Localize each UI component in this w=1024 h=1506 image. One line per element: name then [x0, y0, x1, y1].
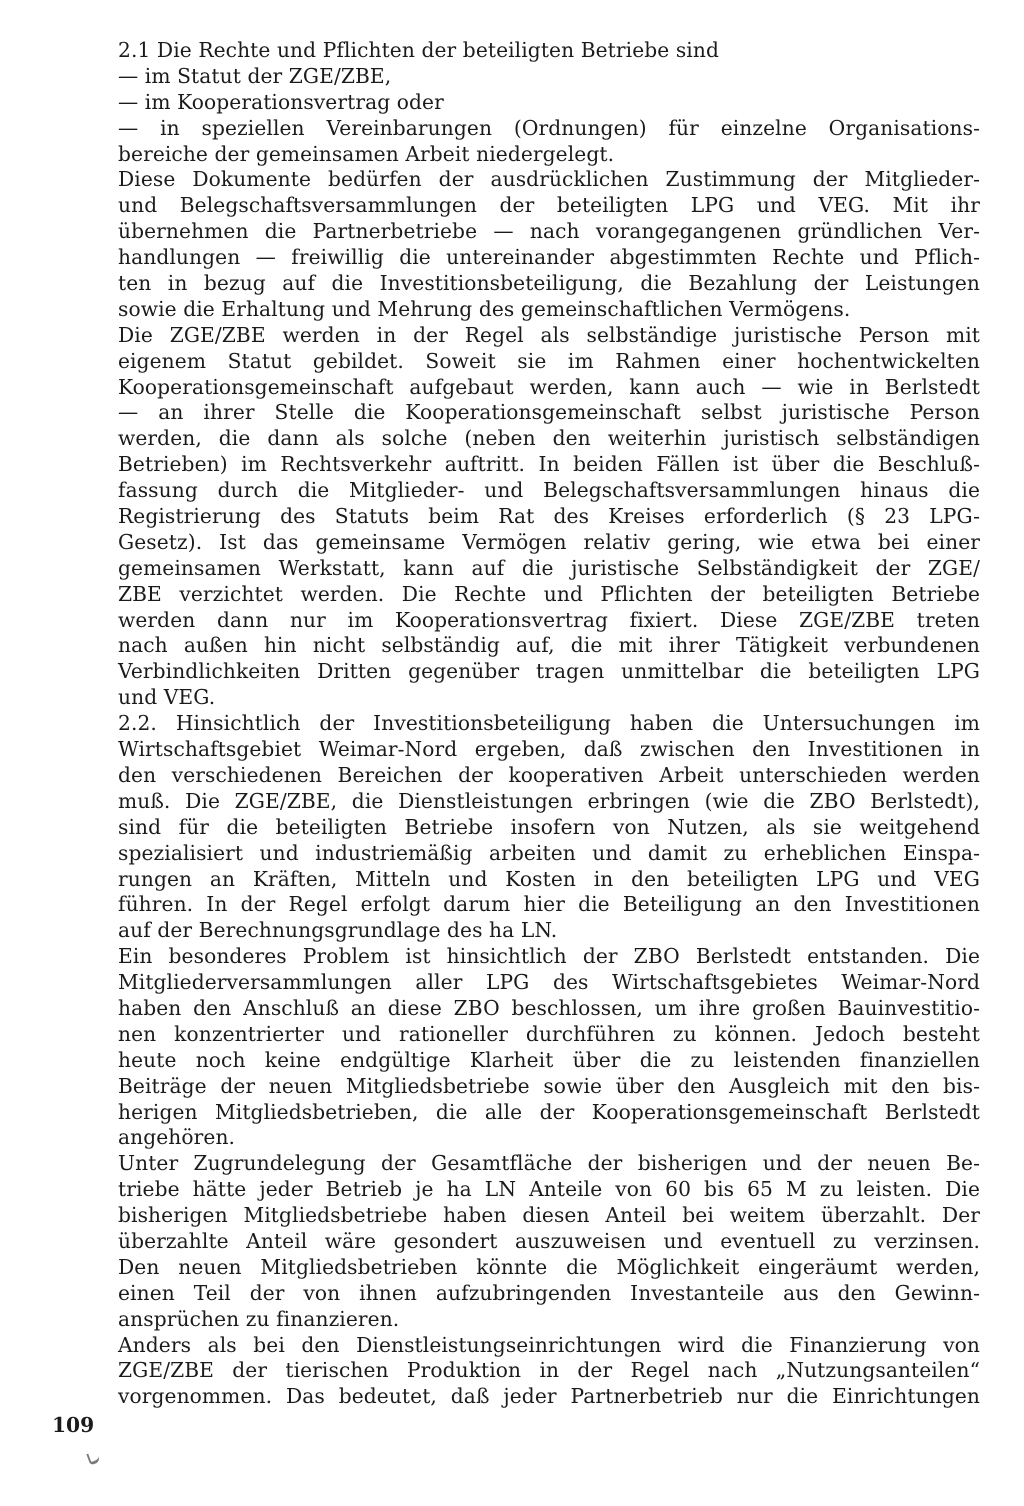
text-line: muß. Die ZGE/ZBE, die Dienstleistungen erbringen (wie die ZBO Berlstedt),: [118, 788, 980, 813]
text-line: — im Kooperationsvertrag oder: [118, 89, 444, 114]
text-line: Den neuen Mitgliedsbetrieben könnte die Möglichkeit eingeräumt werden,: [118, 1254, 980, 1279]
text-line: Verbindlichkeiten Dritten gegenüber tragen unmittelbar die beteiligten LPG: [118, 659, 980, 684]
text-line: nach außen hin nicht selbständig auf, die mit ihrer Tätigkeit verbundenen: [118, 633, 980, 658]
text-line: Anders als bei den Dienstleistungseinrichtungen wird die Finanzierung von: [118, 1332, 980, 1357]
text-line: Unter Zugrundelegung der Gesamtfläche der bisherigen und der neuen Be-: [118, 1151, 980, 1176]
text-line: Beiträge der neuen Mitgliedsbetriebe sowie über den Ausgleich mit den bis-: [118, 1073, 980, 1098]
text-line: ZGE/ZBE der tierischen Produktion in der Regel nach „Nutzungsanteilen“: [118, 1358, 980, 1383]
text-line: eigenem Statut gebildet. Soweit sie im Rahmen einer hochentwickelten: [118, 348, 980, 373]
text-line: führen. In der Regel erfolgt darum hier die Beteiligung an den Investitionen: [118, 892, 980, 917]
text-line: — an ihrer Stelle die Kooperationsgemeinschaft selbst juristische Person: [118, 400, 980, 425]
text-line: werden dann nur im Kooperationsvertrag fixiert. Diese ZGE/ZBE treten: [118, 607, 980, 632]
text-line: einen Teil der von ihnen aufzubringenden Investanteile aus den Gewinn-: [118, 1280, 980, 1305]
text-line: haben den Anschluß an diese ZBO beschlossen, um ihre großen Bauinvestitio-: [118, 995, 980, 1020]
text-line: 2.1 Die Rechte und Pflichten der beteiligten Betriebe sind: [118, 38, 719, 62]
text-line: — in speziellen Vereinbarungen (Ordnungen) für einzelne Organisations-: [118, 115, 980, 140]
text-line: gemeinsamen Werkstatt, kann auf die juristische Selbständigkeit der ZGE/: [118, 555, 980, 580]
text-line: spezialisiert und industriemäßig arbeiten und damit zu erheblichen Einspa-: [118, 840, 980, 865]
page-number: 109: [52, 1413, 95, 1437]
text-line: triebe hätte jeder Betrieb je ha LN Anteile von 60 bis 65 M zu leisten. Die: [118, 1177, 980, 1202]
text-line: vorgenommen. Das bedeutet, daß jeder Partnerbetrieb nur die Einrichtungen: [118, 1384, 980, 1409]
text-line: werden, die dann als solche (neben den weiterhin juristisch selbständigen: [118, 426, 980, 451]
text-line: Ein besonderes Problem ist hinsichtlich der ZBO Berlstedt entstanden. Die: [118, 944, 980, 969]
text-line: — im Statut der ZGE/ZBE,: [118, 63, 392, 88]
text-line: Diese Dokumente bedürfen der ausdrücklichen Zustimmung der Mitglieder-: [118, 167, 980, 192]
text-line: ansprüchen zu finanzieren.: [118, 1306, 400, 1331]
text-line: Gesetz). Ist das gemeinsame Vermögen relativ gering, wie etwa bei einer: [118, 529, 980, 554]
text-line: überzahlte Anteil wäre gesondert auszuweisen und eventuell zu verzinsen.: [118, 1228, 980, 1253]
scan-artifact: [86, 1450, 100, 1465]
text-line: Mitgliederversammlungen aller LPG des Wirtschaftsgebietes Weimar-Nord: [118, 970, 980, 995]
text-line: Die ZGE/ZBE werden in der Regel als selbständige juristische Person mit: [118, 322, 980, 347]
text-line: und Belegschaftsversammlungen der beteiligten LPG und VEG. Mit ihr: [118, 193, 980, 218]
text-line: fassung durch die Mitglieder- und Belegschaftsversammlungen hinaus die: [118, 478, 980, 503]
text-line: Betrieben) im Rechtsverkehr auftritt. In beiden Fällen ist über die Beschluß-: [118, 452, 980, 477]
text-line: auf der Berechnungsgrundlage des ha LN.: [118, 918, 558, 943]
text-line: bisherigen Mitgliedsbetriebe haben diesen Anteil bei weitem überzahlt. Der: [118, 1203, 980, 1228]
text-line: Registrierung des Statuts beim Rat des Kreises erforderlich (§ 23 LPG-: [118, 504, 980, 529]
body-text: [118, 38, 980, 1410]
text-line: ZBE verzichtet werden. Die Rechte und Pflichten der beteiligten Betriebe: [118, 581, 980, 606]
text-line: sind für die beteiligten Betriebe insofern von Nutzen, als sie weitgehend: [118, 814, 980, 839]
text-line: bereiche der gemeinsamen Arbeit niedergelegt.: [118, 141, 615, 166]
text-line: handlungen — freiwillig die untereinander abgestimmten Rechte und Pflich-: [118, 245, 980, 270]
text-line: den verschiedenen Bereichen der kooperativen Arbeit unterschieden werden: [118, 762, 980, 787]
text-line: übernehmen die Partnerbetriebe — nach vorangegangenen gründlichen Ver-: [118, 219, 980, 244]
text-line: angehören.: [118, 1125, 236, 1150]
text-line: heute noch keine endgültige Klarheit über die zu leistenden finanziellen: [118, 1047, 980, 1072]
text-line: Kooperationsgemeinschaft aufgebaut werden, kann auch — wie in Berlstedt: [118, 374, 980, 399]
text-line: sowie die Erhaltung und Mehrung des gemeinschaftlichen Vermögens.: [118, 296, 851, 321]
text-line: rungen an Kräften, Mitteln und Kosten in den beteiligten LPG und VEG: [118, 866, 980, 891]
text-line: ten in bezug auf die Investitionsbeteiligung, die Bezahlung der Leistungen: [118, 271, 980, 296]
text-line: herigen Mitgliedsbetrieben, die alle der Kooperationsgemeinschaft Berlstedt: [118, 1099, 980, 1124]
text-line: und VEG.: [118, 685, 216, 710]
text-line: 2.2. Hinsichtlich der Investitionsbeteiligung haben die Untersuchungen im: [118, 711, 980, 736]
text-line: Wirtschaftsgebiet Weimar-Nord ergeben, daß zwischen den Investitionen in: [118, 737, 980, 762]
text-line: nen konzentrierter und rationeller durchführen zu können. Jedoch besteht: [118, 1021, 980, 1046]
